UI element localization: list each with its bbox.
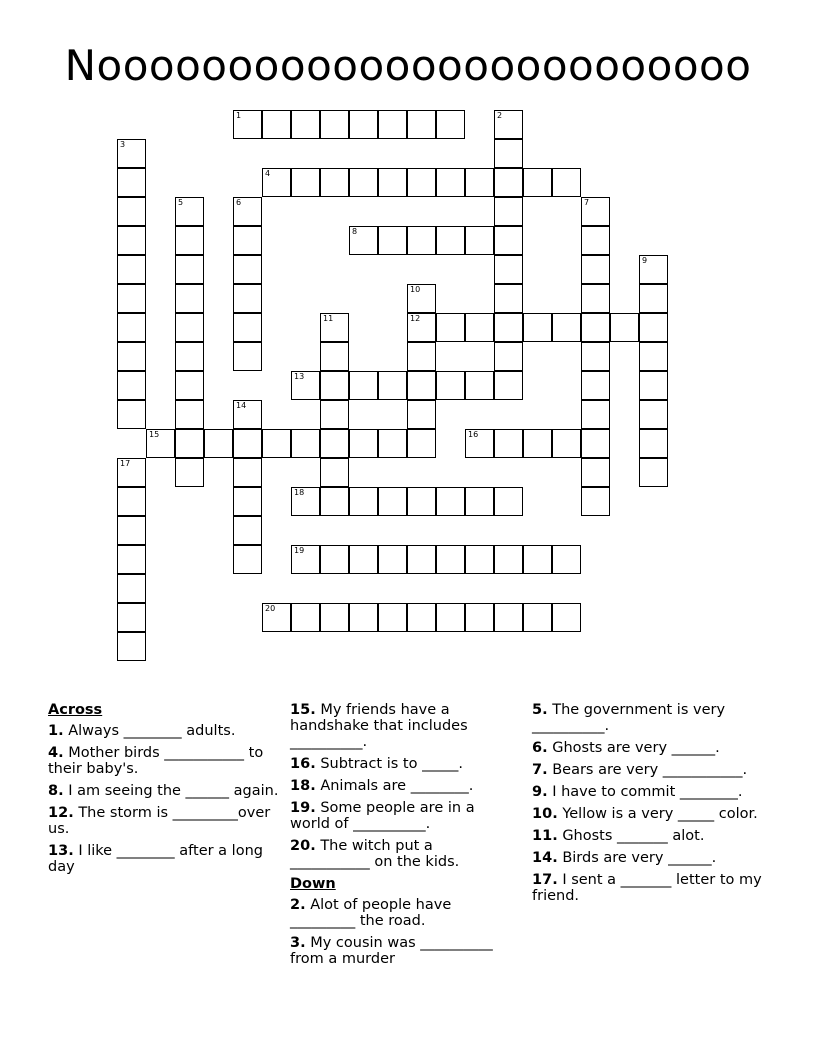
grid-cell[interactable] [465, 603, 494, 632]
grid-cell[interactable] [639, 458, 668, 487]
cell-number: 11 [323, 314, 334, 323]
grid-cell[interactable] [436, 487, 465, 516]
clue-down-10: 10. Yellow is a very _____ color. [532, 806, 758, 822]
grid-cell[interactable] [117, 139, 146, 168]
grid-cell[interactable] [436, 110, 465, 139]
grid-cell[interactable] [175, 400, 204, 429]
grid-cell[interactable] [117, 371, 146, 400]
grid-cell[interactable] [523, 313, 552, 342]
grid-cell[interactable] [581, 342, 610, 371]
grid-cell[interactable] [494, 168, 523, 197]
grid-cell[interactable] [581, 226, 610, 255]
grid-cell[interactable] [465, 545, 494, 574]
cell-number: 9 [642, 256, 648, 265]
grid-cell[interactable] [407, 313, 436, 342]
grid-cell[interactable] [407, 226, 436, 255]
grid-cell[interactable] [552, 168, 581, 197]
grid-cell[interactable] [349, 168, 378, 197]
grid-cell[interactable] [233, 545, 262, 574]
clue-down-14: 14. Birds are very ______. [532, 850, 717, 866]
grid-cell[interactable] [146, 429, 175, 458]
grid-cell[interactable] [407, 545, 436, 574]
grid-cell[interactable] [175, 255, 204, 284]
grid-cell[interactable] [117, 197, 146, 226]
cell-number: 7 [584, 198, 590, 207]
grid-cell[interactable] [233, 429, 262, 458]
grid-cell[interactable] [291, 168, 320, 197]
clue-across-13: 13. I like ________ after a long day [48, 843, 263, 875]
grid-cell[interactable] [117, 226, 146, 255]
grid-cell[interactable] [639, 371, 668, 400]
grid-cell[interactable] [175, 226, 204, 255]
grid-cell[interactable] [494, 139, 523, 168]
grid-cell[interactable] [465, 168, 494, 197]
grid-cell[interactable] [291, 603, 320, 632]
clue-down-11: 11. Ghosts _______ alot. [532, 828, 705, 844]
grid-cell[interactable] [436, 226, 465, 255]
grid-cell[interactable] [117, 545, 146, 574]
grid-cell[interactable] [407, 603, 436, 632]
grid-cell[interactable] [349, 603, 378, 632]
grid-cell[interactable] [262, 168, 291, 197]
grid-cell[interactable] [436, 603, 465, 632]
grid-cell[interactable] [465, 429, 494, 458]
grid-cell[interactable] [407, 400, 436, 429]
grid-cell[interactable] [581, 400, 610, 429]
grid-cell[interactable] [233, 284, 262, 313]
grid-cell[interactable] [349, 545, 378, 574]
clue-down-3: 3. My cousin was __________ from a murder [290, 935, 493, 967]
clue-column-2 [290, 702, 515, 973]
grid-cell[interactable] [378, 168, 407, 197]
grid-cell[interactable] [233, 400, 262, 429]
grid-cell[interactable] [407, 168, 436, 197]
grid-cell[interactable] [175, 313, 204, 342]
grid-cell[interactable] [320, 168, 349, 197]
grid-cell[interactable] [117, 574, 146, 603]
cell-number: 15 [149, 430, 160, 439]
grid-cell[interactable] [175, 371, 204, 400]
grid-cell[interactable] [639, 342, 668, 371]
grid-cell[interactable] [581, 197, 610, 226]
clue-down-5: 5. The government is very __________. [532, 702, 726, 734]
grid-cell[interactable] [378, 371, 407, 400]
grid-cell[interactable] [349, 487, 378, 516]
cell-number: 14 [236, 401, 247, 410]
grid-cell[interactable] [349, 429, 378, 458]
grid-cell[interactable] [581, 429, 610, 458]
clue-across-12: 12. The storm is _________over us. [48, 805, 271, 837]
cell-number: 17 [120, 459, 131, 468]
cell-number: 1 [236, 111, 242, 120]
cell-number: 6 [236, 198, 242, 207]
grid-cell[interactable] [494, 487, 523, 516]
grid-cell[interactable] [117, 168, 146, 197]
grid-cell[interactable] [552, 545, 581, 574]
grid-cell[interactable] [175, 342, 204, 371]
grid-cell[interactable] [320, 110, 349, 139]
grid-cell[interactable] [639, 400, 668, 429]
grid-cell[interactable] [320, 313, 349, 342]
grid-cell[interactable] [436, 168, 465, 197]
grid-cell[interactable] [494, 545, 523, 574]
grid-cell[interactable] [378, 429, 407, 458]
grid-cell[interactable] [117, 458, 146, 487]
grid-cell[interactable] [407, 284, 436, 313]
grid-cell[interactable] [465, 487, 494, 516]
grid-cell[interactable] [204, 429, 233, 458]
grid-cell[interactable] [552, 603, 581, 632]
grid-cell[interactable] [494, 284, 523, 313]
cell-number: 16 [468, 430, 479, 439]
grid-cell[interactable] [233, 342, 262, 371]
grid-cell[interactable] [175, 458, 204, 487]
grid-cell[interactable] [639, 284, 668, 313]
grid-cell[interactable] [378, 110, 407, 139]
cell-number: 8 [352, 227, 358, 236]
grid-cell[interactable] [320, 371, 349, 400]
cell-number: 2 [497, 111, 503, 120]
cell-number: 4 [265, 169, 271, 178]
grid-cell[interactable] [117, 313, 146, 342]
grid-cell[interactable] [407, 342, 436, 371]
grid-cell[interactable] [349, 110, 378, 139]
grid-cell[interactable] [175, 429, 204, 458]
grid-cell[interactable] [320, 603, 349, 632]
grid-cell[interactable] [494, 255, 523, 284]
grid-cell[interactable] [581, 313, 610, 342]
grid-cell[interactable] [407, 371, 436, 400]
grid-cell[interactable] [320, 342, 349, 371]
grid-cell[interactable] [494, 429, 523, 458]
across-heading: Across [48, 702, 103, 718]
grid-cell[interactable] [494, 226, 523, 255]
grid-cell[interactable] [320, 545, 349, 574]
grid-cell[interactable] [523, 545, 552, 574]
grid-cell[interactable] [320, 429, 349, 458]
grid-cell[interactable] [581, 371, 610, 400]
clue-across-16: 16. Subtract is to _____. [290, 756, 463, 772]
grid-cell[interactable] [117, 284, 146, 313]
clue-down-6: 6. Ghosts are very ______. [532, 740, 720, 756]
grid-cell[interactable] [552, 313, 581, 342]
grid-cell[interactable] [494, 313, 523, 342]
cell-number: 12 [410, 314, 421, 323]
cell-number: 18 [294, 488, 305, 497]
grid-cell[interactable] [320, 458, 349, 487]
grid-cell[interactable] [494, 110, 523, 139]
grid-cell[interactable] [581, 284, 610, 313]
grid-cell[interactable] [378, 603, 407, 632]
grid-cell[interactable] [117, 487, 146, 516]
grid-cell[interactable] [639, 313, 668, 342]
grid-cell[interactable] [349, 371, 378, 400]
grid-cell[interactable] [320, 487, 349, 516]
grid-cell[interactable] [494, 197, 523, 226]
grid-cell[interactable] [233, 487, 262, 516]
grid-cell[interactable] [233, 197, 262, 226]
grid-cell[interactable] [378, 545, 407, 574]
grid-cell[interactable] [233, 516, 262, 545]
clue-across-18: 18. Animals are ________. [290, 778, 474, 794]
grid-cell[interactable] [465, 313, 494, 342]
clue-across-20: 20. The witch put a ___________ on the kids. [290, 838, 460, 870]
grid-cell[interactable] [378, 226, 407, 255]
grid-cell[interactable] [349, 226, 378, 255]
grid-cell[interactable] [465, 226, 494, 255]
grid-cell[interactable] [233, 458, 262, 487]
clue-down-17: 17. I sent a _______ letter to my friend. [532, 872, 762, 904]
grid-cell[interactable] [639, 429, 668, 458]
grid-cell[interactable] [581, 255, 610, 284]
clue-across-1: 1. Always ________ adults. [48, 723, 236, 739]
grid-cell[interactable] [291, 371, 320, 400]
grid-cell[interactable] [436, 545, 465, 574]
clue-across-8: 8. I am seeing the ______ again. [48, 783, 279, 799]
down-heading: Down [290, 876, 336, 892]
grid-cell[interactable] [175, 284, 204, 313]
grid-cell[interactable] [407, 110, 436, 139]
clue-across-19: 19. Some people are in a world of __________. [290, 800, 475, 832]
puzzle-title: Nooooooooooooooooooooooooo [64, 41, 752, 90]
grid-cell[interactable] [262, 429, 291, 458]
grid-cell[interactable] [610, 313, 639, 342]
grid-cell[interactable] [291, 545, 320, 574]
grid-cell[interactable] [436, 313, 465, 342]
grid-cell[interactable] [291, 429, 320, 458]
grid-cell[interactable] [117, 516, 146, 545]
cell-number: 19 [294, 546, 305, 555]
grid-cell[interactable] [291, 110, 320, 139]
clue-down-2: 2. Alot of people have _________ the road. [290, 897, 452, 929]
grid-cell[interactable] [233, 110, 262, 139]
grid-cell[interactable] [494, 603, 523, 632]
grid-cell[interactable] [407, 429, 436, 458]
clue-column-1 [48, 702, 280, 881]
grid-cell[interactable] [117, 400, 146, 429]
grid-cell[interactable] [581, 487, 610, 516]
grid-cell[interactable] [262, 110, 291, 139]
clue-across-15: 15. My friends have a handshake that includes __________. [290, 702, 468, 750]
grid-cell[interactable] [552, 429, 581, 458]
grid-cell[interactable] [407, 487, 436, 516]
clue-down-7: 7. Bears are very ___________. [532, 762, 748, 778]
cell-number: 20 [265, 604, 276, 613]
grid-cell[interactable] [117, 342, 146, 371]
grid-cell[interactable] [465, 371, 494, 400]
grid-cell[interactable] [117, 255, 146, 284]
clue-across-4: 4. Mother birds ___________ to their baby's. [48, 745, 264, 777]
grid-cell[interactable] [639, 255, 668, 284]
grid-cell[interactable] [523, 168, 552, 197]
grid-cell[interactable] [494, 342, 523, 371]
grid-cell[interactable] [523, 429, 552, 458]
grid-cell[interactable] [233, 313, 262, 342]
grid-cell[interactable] [581, 458, 610, 487]
grid-cell[interactable] [233, 255, 262, 284]
grid-cell[interactable] [494, 371, 523, 400]
grid-cell[interactable] [523, 603, 552, 632]
cell-number: 5 [178, 198, 184, 207]
cell-number: 3 [120, 140, 126, 149]
grid-cell[interactable] [117, 603, 146, 632]
grid-cell[interactable] [320, 400, 349, 429]
cell-number: 10 [410, 285, 421, 294]
grid-cell[interactable] [233, 226, 262, 255]
grid-cell[interactable] [436, 371, 465, 400]
grid-cell[interactable] [291, 487, 320, 516]
clue-down-9: 9. I have to commit ________. [532, 784, 743, 800]
grid-cell[interactable] [378, 487, 407, 516]
grid-cell[interactable] [117, 632, 146, 661]
clue-column-3 [532, 702, 764, 910]
cell-number: 13 [294, 372, 305, 381]
grid-cell[interactable] [175, 197, 204, 226]
grid-cell[interactable] [262, 603, 291, 632]
